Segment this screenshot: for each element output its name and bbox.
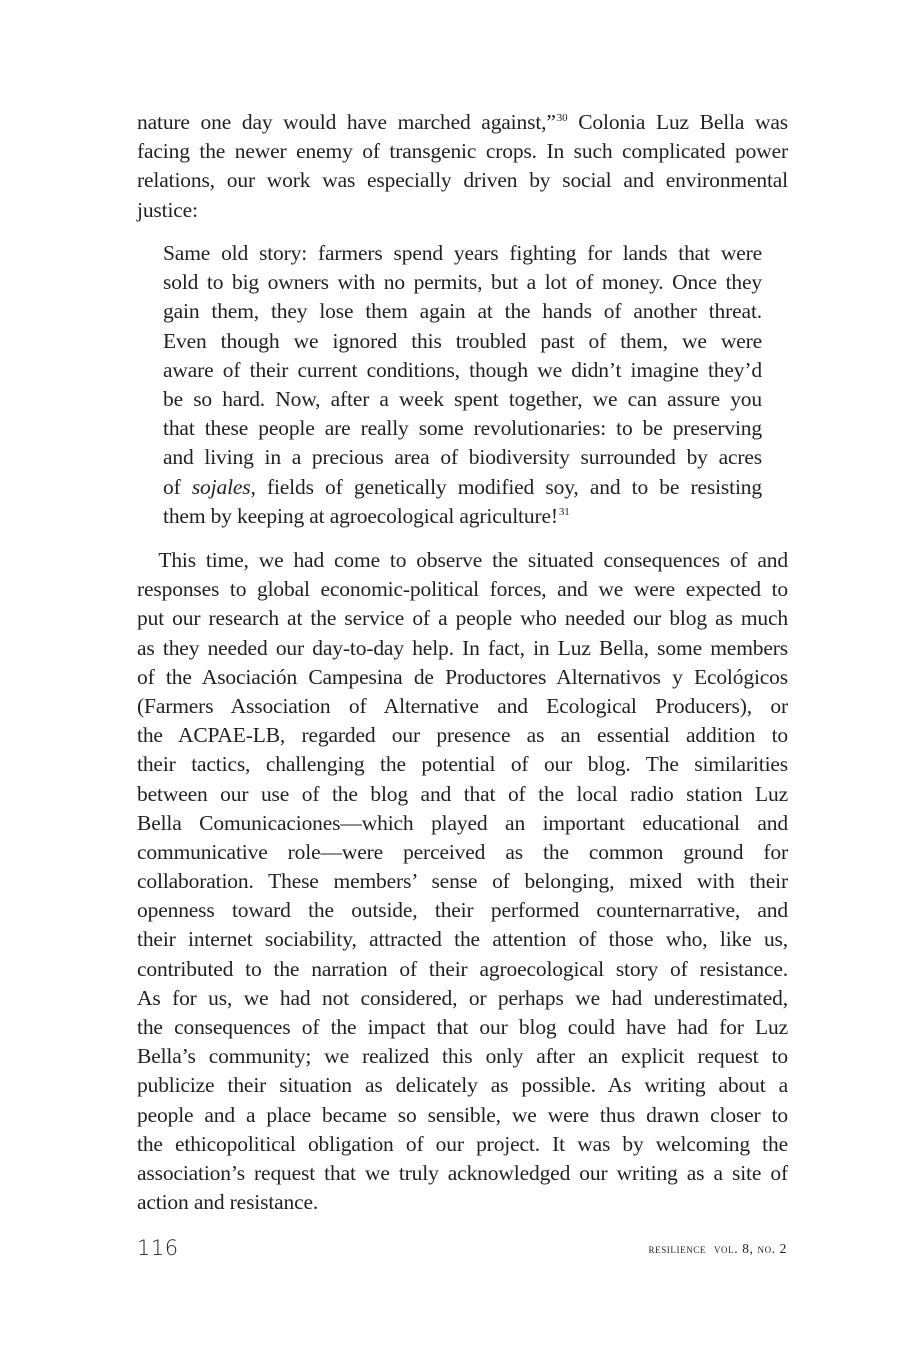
text-line: facing the newer enemy of transgenic crops. In such complicated power [137,139,788,164]
quote-line: Same old story: farmers spend years fighting for lands that were [163,241,762,265]
quote-line: be so hard. Now, after a week spent together, we can assure you [163,386,762,411]
quote-line: sold to big owners with no permits, but a lot of money. Once they [163,270,762,295]
text-line: responses to global economic-political forces, and we were expected to [137,577,788,602]
text-line: the ethicopolitical obligation of our project. It was by welcoming the [137,1131,788,1156]
text-line: communicative role—were perceived as the common ground for [137,839,788,864]
text-line: their tactics, challenging the potential of our blog. The similarities [137,752,788,777]
text-line: the consequences of the impact that our blog could have had for Luz [137,1015,788,1039]
text-line: contributed to the narration of their agroecological story of resistance. [137,956,788,981]
footnote-ref-30[interactable]: 30 [556,112,568,124]
paragraph-2 [137,546,788,1217]
text-line: openness toward the outside, their performed counternarrative, and [137,898,788,923]
text-line: This time, we had come to observe the situated consequences of and [137,548,788,572]
text-segment: Colonia Luz Bella was [567,110,788,134]
quote-line [163,502,762,531]
paragraph-1 [137,108,788,225]
text-segment: , fields of genetically modified soy, and to be resisting [250,474,762,499]
running-footer [649,1241,788,1257]
text-line: publicize their situation as delicately as possible. As writing about a [137,1073,788,1098]
text-line: people and a place became so sensible, we were thus drawn closer to [137,1102,788,1127]
text-line: as they needed our day-to-day help. In fact, in Luz Bella, some members [137,635,788,660]
quote-line: Even though we ignored this troubled past of them, we were [163,328,762,353]
text-line: their internet sociability, attracted the attention of those who, like us, [137,927,788,952]
text-segment: nature one day would have marched against,” [137,110,556,134]
text-line: action and resistance. [137,1190,319,1215]
text-line: relations, our work was especially driven by social and environmental [137,168,788,193]
quote-line: that these people are really some revolutionaries: to be preserving [163,416,762,441]
text-segment: of [163,474,192,499]
block-quote [163,239,762,531]
journal-title: resilience [648,1241,706,1256]
journal-volume: vol. 8, no. 2 [713,1241,787,1256]
text-line: association’s request that we truly acknowledged our writing as a site of [137,1160,788,1185]
text-line: between our use of the blog and that of the local radio station Luz [137,781,788,806]
text-line: Bella Comunicaciones—which played an important educational and [137,810,788,835]
text-line: (Farmers Association of Alternative and Ecological Producers), or [137,693,788,718]
text-line: of the Asociación Campesina de Productores Alternativos y Ecológicos [137,664,788,689]
quote-line [163,473,762,502]
quote-line: and living in a precious area of biodiversity surrounded by acres [163,445,762,470]
quote-line: aware of their current conditions, though we didn’t imagine they’d [163,357,762,382]
text-segment: them by keeping at agroecological agriculture! [163,503,558,528]
page-number: 116 [137,1236,179,1260]
quote-line: gain them, they lose them again at the hands of another threat. [163,299,762,324]
footnote-ref-31[interactable]: 31 [558,505,570,518]
text-line: justice: [137,197,198,222]
text-line: collaboration. These members’ sense of belonging, mixed with their [137,869,788,894]
text-line [137,108,788,137]
text-line: put our research at the service of a people who needed our blog as much [137,606,788,631]
text-line: Bella’s community; we realized this only after an explicit request to [137,1044,788,1069]
text-line: the ACPAE-LB, regarded our presence as an essential addition to [137,723,788,748]
italic-term-sojales: sojales [191,474,251,499]
text-line: As for us, we had not considered, or perhaps we had underestimated, [137,985,788,1010]
